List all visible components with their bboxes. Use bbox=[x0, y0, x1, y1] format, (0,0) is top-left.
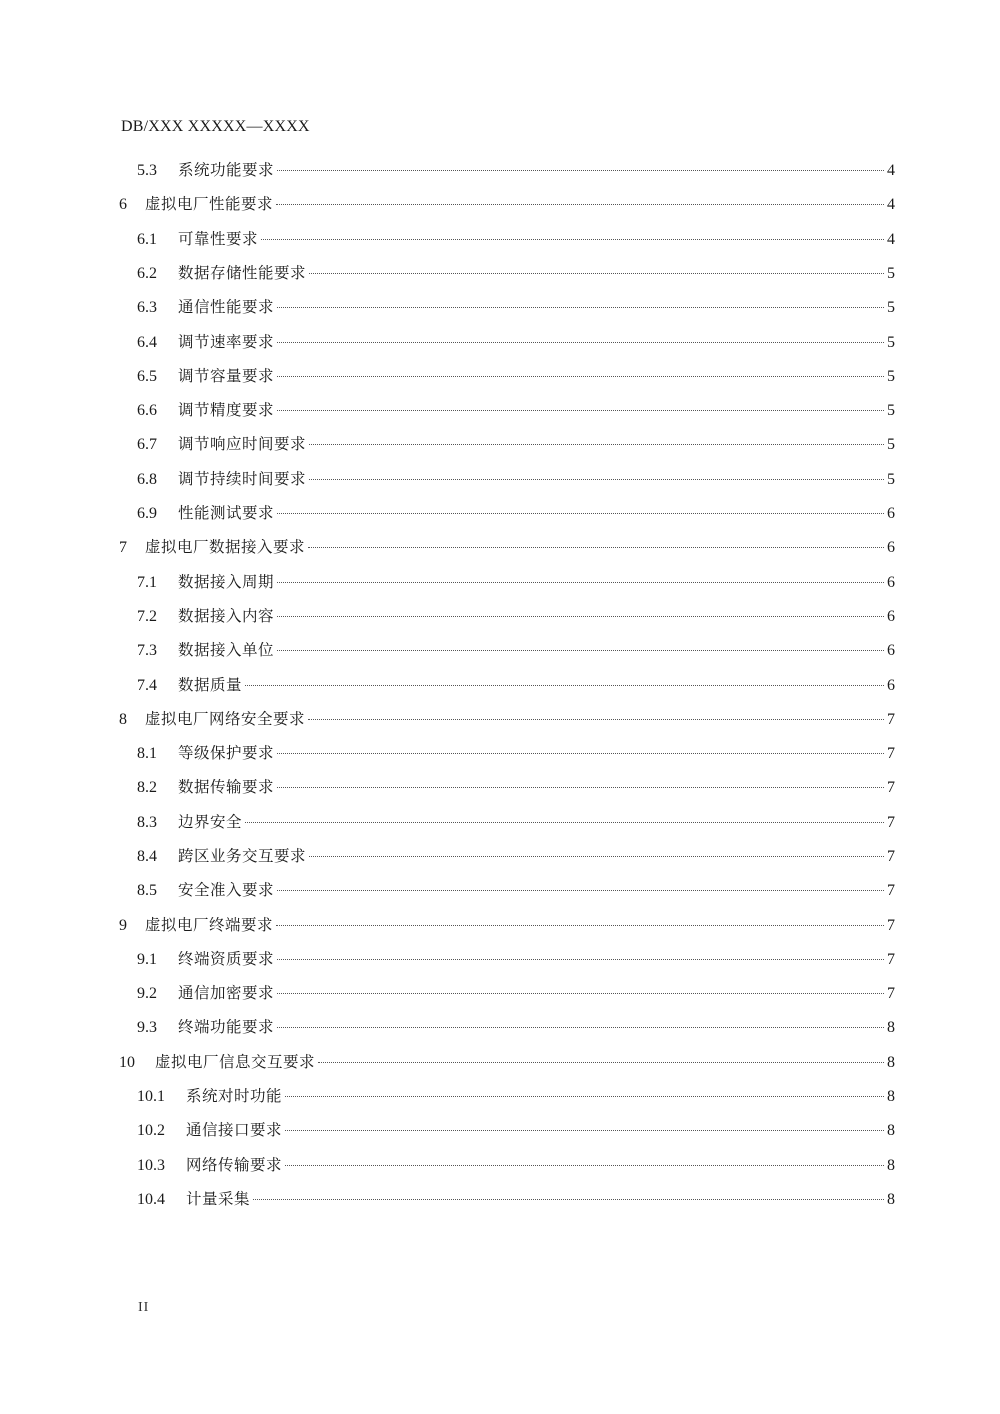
toc-entry-page-number: 8 bbox=[887, 1019, 895, 1036]
toc-entry-page-number: 5 bbox=[887, 334, 895, 351]
toc-entry-title: 安全准入要求 bbox=[178, 881, 275, 899]
toc-section-entry[interactable] bbox=[137, 637, 895, 663]
toc-entry-title: 数据接入内容 bbox=[178, 607, 275, 625]
toc-entry-page-number: 5 bbox=[887, 402, 895, 419]
toc-entry-number: 7.2 bbox=[137, 608, 157, 625]
toc-entry-page-number: 7 bbox=[887, 779, 895, 796]
toc-section-entry[interactable] bbox=[137, 500, 895, 526]
toc-entry-number: 6.9 bbox=[137, 505, 157, 522]
toc-dot-leader bbox=[309, 444, 884, 445]
toc-entry-number: 6.4 bbox=[137, 334, 157, 351]
toc-entry-page-number: 7 bbox=[887, 711, 895, 728]
toc-entry-number: 6.8 bbox=[137, 471, 157, 488]
toc-entry-number: 9.1 bbox=[137, 951, 157, 968]
toc-entry-number: 10.2 bbox=[137, 1122, 165, 1139]
toc-dot-leader bbox=[318, 1062, 884, 1063]
toc-entry-title: 调节速率要求 bbox=[178, 333, 275, 351]
toc-section-entry[interactable] bbox=[137, 603, 895, 629]
toc-entry-page-number: 6 bbox=[887, 574, 895, 591]
toc-section-entry[interactable] bbox=[137, 1014, 895, 1040]
toc-entry-title: 数据接入周期 bbox=[178, 573, 275, 591]
toc-entry-title: 调节响应时间要求 bbox=[178, 435, 307, 453]
toc-entry-number: 8 bbox=[119, 711, 127, 728]
toc-section-entry[interactable] bbox=[137, 363, 895, 389]
toc-entry-number: 8.1 bbox=[137, 745, 157, 762]
toc-entry-title: 虚拟电厂信息交互要求 bbox=[155, 1053, 316, 1071]
toc-section-entry[interactable] bbox=[137, 1186, 895, 1212]
toc-dot-leader bbox=[277, 170, 884, 171]
toc-entry-number: 7 bbox=[119, 539, 127, 556]
toc-dot-leader bbox=[308, 719, 884, 720]
toc-entry-page-number: 7 bbox=[887, 882, 895, 899]
toc-section-entry[interactable] bbox=[137, 809, 895, 835]
toc-entry-number: 9.2 bbox=[137, 985, 157, 1002]
toc-dot-leader bbox=[245, 685, 884, 686]
toc-entry-title: 虚拟电厂性能要求 bbox=[145, 195, 274, 213]
toc-entry-page-number: 4 bbox=[887, 231, 895, 248]
toc-dot-leader bbox=[277, 616, 884, 617]
toc-entry-page-number: 4 bbox=[887, 196, 895, 213]
toc-entry-number: 6 bbox=[119, 196, 127, 213]
toc-entry-number: 6.3 bbox=[137, 299, 157, 316]
toc-dot-leader bbox=[277, 993, 884, 994]
toc-chapter-entry[interactable] bbox=[119, 191, 895, 217]
toc-entry-title: 跨区业务交互要求 bbox=[178, 847, 307, 865]
toc-entry-page-number: 6 bbox=[887, 642, 895, 659]
toc-entry-number: 10.3 bbox=[137, 1157, 165, 1174]
toc-entry-number: 5.3 bbox=[137, 162, 157, 179]
toc-entry-title: 可靠性要求 bbox=[178, 230, 259, 248]
toc-entry-page-number: 6 bbox=[887, 539, 895, 556]
toc-dot-leader bbox=[276, 204, 884, 205]
toc-entry-number: 7.4 bbox=[137, 677, 157, 694]
toc-entry-number: 10 bbox=[119, 1054, 135, 1071]
toc-entry-page-number: 6 bbox=[887, 608, 895, 625]
toc-entry-page-number: 5 bbox=[887, 436, 895, 453]
toc-entry-number: 8.3 bbox=[137, 814, 157, 831]
toc-entry-number: 9.3 bbox=[137, 1019, 157, 1036]
toc-section-entry[interactable] bbox=[137, 397, 895, 423]
toc-entry-page-number: 6 bbox=[887, 677, 895, 694]
toc-dot-leader bbox=[277, 307, 884, 308]
toc-entry-title: 网络传输要求 bbox=[186, 1156, 283, 1174]
toc-entry-title: 系统对时功能 bbox=[186, 1087, 283, 1105]
toc-entry-page-number: 7 bbox=[887, 848, 895, 865]
toc-section-entry[interactable] bbox=[137, 946, 895, 972]
toc-dot-leader bbox=[245, 822, 884, 823]
toc-entry-number: 6.7 bbox=[137, 436, 157, 453]
toc-entry-number: 6.6 bbox=[137, 402, 157, 419]
toc-section-entry[interactable] bbox=[137, 157, 895, 183]
toc-entry-title: 虚拟电厂终端要求 bbox=[145, 916, 274, 934]
toc-dot-leader bbox=[277, 376, 884, 377]
toc-entry-number: 6.5 bbox=[137, 368, 157, 385]
toc-entry-number: 6.2 bbox=[137, 265, 157, 282]
toc-dot-leader bbox=[277, 410, 884, 411]
toc-section-entry[interactable] bbox=[137, 294, 895, 320]
toc-section-entry[interactable] bbox=[137, 226, 895, 252]
toc-entry-page-number: 7 bbox=[887, 985, 895, 1002]
toc-entry-page-number: 8 bbox=[887, 1122, 895, 1139]
toc-entry-page-number: 8 bbox=[887, 1157, 895, 1174]
toc-dot-leader bbox=[308, 547, 884, 548]
toc-dot-leader bbox=[309, 273, 884, 274]
toc-entry-title: 边界安全 bbox=[178, 813, 243, 831]
toc-entry-page-number: 5 bbox=[887, 471, 895, 488]
toc-section-entry[interactable] bbox=[137, 466, 895, 492]
toc-entry-number: 8.5 bbox=[137, 882, 157, 899]
toc-entry-title: 调节精度要求 bbox=[178, 401, 275, 419]
toc-entry-page-number: 7 bbox=[887, 917, 895, 934]
toc-dot-leader bbox=[277, 753, 884, 754]
toc-entry-number: 9 bbox=[119, 917, 127, 934]
toc-entry-page-number: 4 bbox=[887, 162, 895, 179]
toc-entry-title: 调节容量要求 bbox=[178, 367, 275, 385]
toc-dot-leader bbox=[285, 1165, 884, 1166]
toc-chapter-entry[interactable] bbox=[119, 706, 895, 732]
toc-entry-title: 数据接入单位 bbox=[178, 641, 275, 659]
toc-section-entry[interactable] bbox=[137, 877, 895, 903]
toc-section-entry[interactable] bbox=[137, 431, 895, 457]
toc-section-entry[interactable] bbox=[137, 260, 895, 286]
toc-entry-number: 7.1 bbox=[137, 574, 157, 591]
toc-entry-number: 6.1 bbox=[137, 231, 157, 248]
toc-entry-page-number: 7 bbox=[887, 951, 895, 968]
toc-entry-page-number: 5 bbox=[887, 265, 895, 282]
toc-entry-title: 数据传输要求 bbox=[178, 778, 275, 796]
toc-entry-title: 通信加密要求 bbox=[178, 984, 275, 1002]
toc-entry-title: 系统功能要求 bbox=[178, 161, 275, 179]
toc-chapter-entry[interactable] bbox=[119, 912, 895, 938]
toc-entry-number: 8.2 bbox=[137, 779, 157, 796]
toc-entry-number: 7.3 bbox=[137, 642, 157, 659]
toc-entry-page-number: 6 bbox=[887, 505, 895, 522]
toc-section-entry[interactable] bbox=[137, 569, 895, 595]
toc-dot-leader bbox=[277, 890, 884, 891]
toc-chapter-entry[interactable] bbox=[119, 534, 895, 560]
toc-entry-page-number: 7 bbox=[887, 745, 895, 762]
toc-entry-page-number: 5 bbox=[887, 368, 895, 385]
toc-entry-title: 数据存储性能要求 bbox=[178, 264, 307, 282]
toc-dot-leader bbox=[277, 342, 884, 343]
toc-entry-title: 虚拟电厂数据接入要求 bbox=[145, 538, 306, 556]
toc-entry-title: 终端功能要求 bbox=[178, 1018, 275, 1036]
toc-dot-leader bbox=[309, 479, 884, 480]
toc-dot-leader bbox=[285, 1130, 884, 1131]
toc-entry-title: 数据质量 bbox=[178, 676, 243, 694]
toc-dot-leader bbox=[277, 787, 884, 788]
toc-entry-page-number: 5 bbox=[887, 299, 895, 316]
toc-entry-number: 10.1 bbox=[137, 1088, 165, 1105]
toc-section-entry[interactable] bbox=[137, 1117, 895, 1143]
toc-chapter-entry[interactable] bbox=[119, 1049, 895, 1075]
toc-entry-page-number: 7 bbox=[887, 814, 895, 831]
page-number-footer: II bbox=[138, 1300, 150, 1315]
toc-entry-title: 等级保护要求 bbox=[178, 744, 275, 762]
toc-dot-leader bbox=[277, 582, 884, 583]
toc-dot-leader bbox=[277, 650, 884, 651]
toc-entry-page-number: 8 bbox=[887, 1088, 895, 1105]
toc-section-entry[interactable] bbox=[137, 980, 895, 1006]
toc-section-entry[interactable] bbox=[137, 774, 895, 800]
toc-entry-page-number: 8 bbox=[887, 1054, 895, 1071]
toc-entry-title: 通信接口要求 bbox=[186, 1121, 283, 1139]
toc-entry-page-number: 8 bbox=[887, 1191, 895, 1208]
document-code-header: DB/XXX XXXXX—XXXX bbox=[121, 118, 310, 135]
toc-dot-leader bbox=[277, 513, 884, 514]
toc-section-entry[interactable] bbox=[137, 843, 895, 869]
toc-entry-title: 通信性能要求 bbox=[178, 298, 275, 316]
toc-dot-leader bbox=[277, 959, 884, 960]
toc-dot-leader bbox=[277, 1027, 884, 1028]
toc-dot-leader bbox=[253, 1199, 884, 1200]
toc-entry-number: 8.4 bbox=[137, 848, 157, 865]
toc-entry-title: 终端资质要求 bbox=[178, 950, 275, 968]
toc-entry-number: 10.4 bbox=[137, 1191, 165, 1208]
toc-dot-leader bbox=[285, 1096, 884, 1097]
toc-entry-title: 调节持续时间要求 bbox=[178, 470, 307, 488]
toc-dot-leader bbox=[261, 239, 884, 240]
toc-section-entry[interactable] bbox=[137, 672, 895, 698]
toc-section-entry[interactable] bbox=[137, 1083, 895, 1109]
toc-entry-title: 性能测试要求 bbox=[178, 504, 275, 522]
toc-section-entry[interactable] bbox=[137, 740, 895, 766]
toc-section-entry[interactable] bbox=[137, 1152, 895, 1178]
toc-dot-leader bbox=[276, 925, 884, 926]
toc-entry-title: 虚拟电厂网络安全要求 bbox=[145, 710, 306, 728]
toc-section-entry[interactable] bbox=[137, 329, 895, 355]
toc-entry-title: 计量采集 bbox=[186, 1190, 251, 1208]
toc-dot-leader bbox=[309, 856, 884, 857]
